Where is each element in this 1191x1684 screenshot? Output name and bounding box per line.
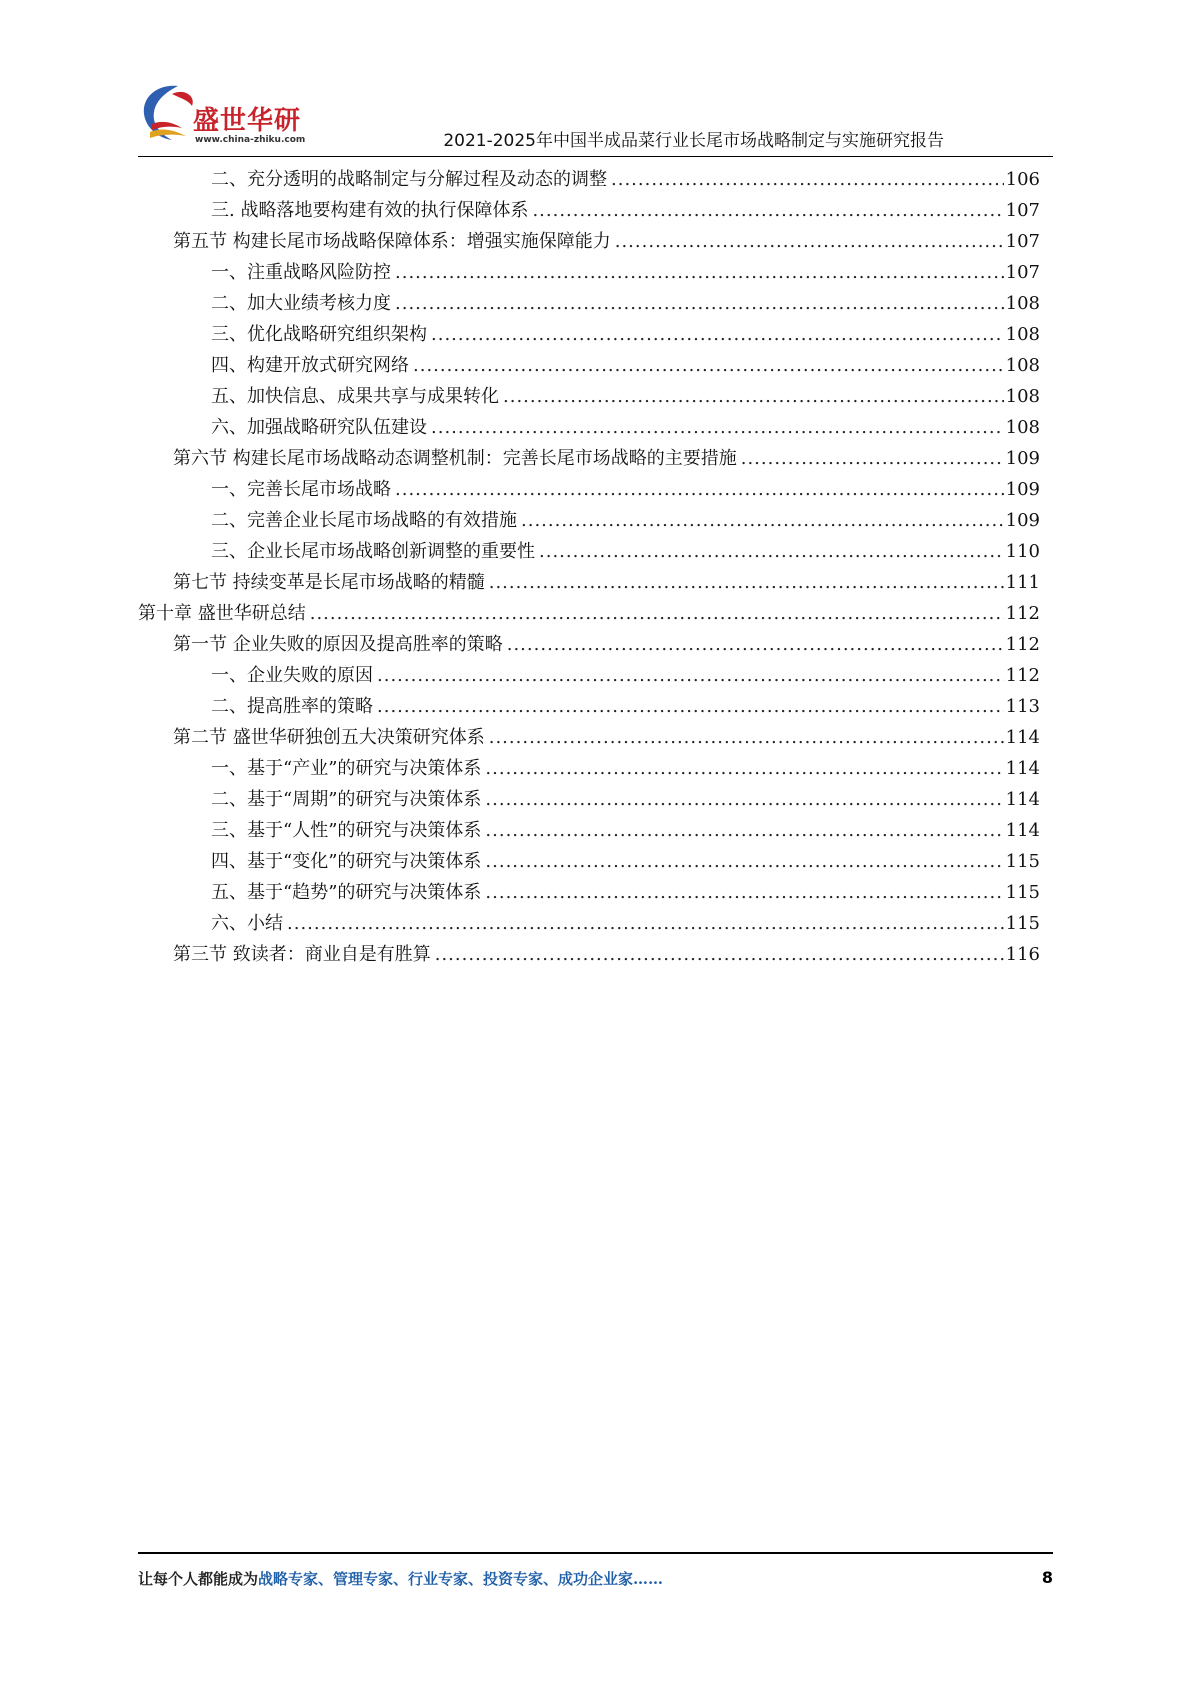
toc-leader-dots — [521, 505, 1004, 536]
toc-entry-page: 108 — [1005, 386, 1040, 407]
toc-entry-page: 114 — [1005, 727, 1040, 748]
toc-leader-dots — [377, 691, 1004, 722]
footer-divider — [138, 1552, 1053, 1554]
toc-entry-title: 第七节 持续变革是长尾市场战略的精髓 — [173, 572, 485, 593]
toc-leader-dots — [485, 784, 1003, 815]
toc-entry-page: 115 — [1005, 882, 1040, 903]
toc-entry[interactable] — [211, 691, 1040, 722]
page-footer — [138, 1568, 1053, 1592]
toc-entry-title: 五、基于“趋势”的研究与决策体系 — [211, 882, 482, 903]
toc-leader-dots — [485, 753, 1003, 784]
logo-url: www.china-zhiku.com — [195, 135, 306, 145]
toc-entry[interactable] — [173, 567, 1040, 598]
toc-entry-title: 四、构建开放式研究网络 — [211, 355, 409, 376]
company-logo — [138, 80, 313, 150]
toc-entry[interactable] — [211, 257, 1040, 288]
toc-entry-page: 107 — [1005, 231, 1040, 252]
toc-leader-dots — [413, 350, 1004, 381]
toc-entry[interactable] — [211, 908, 1040, 939]
toc-entry[interactable] — [211, 877, 1040, 908]
toc-entry-page: 113 — [1005, 696, 1040, 717]
toc-leader-dots — [741, 443, 1004, 474]
toc-leader-dots — [503, 381, 1004, 412]
toc-leader-dots — [287, 908, 1004, 939]
toc-entry-page: 107 — [1005, 262, 1040, 283]
toc-entry[interactable] — [173, 939, 1040, 970]
toc-entry[interactable] — [211, 350, 1040, 381]
logo-name: 盛世华研 — [193, 106, 302, 136]
toc-entry-title: 一、完善长尾市场战略 — [211, 479, 391, 500]
toc-leader-dots — [489, 722, 1004, 753]
toc-leader-dots — [485, 846, 1003, 877]
toc-entry-title: 六、小结 — [211, 913, 283, 934]
toc-entry-title: 三、企业长尾市场战略创新调整的重要性 — [211, 541, 535, 562]
toc-entry[interactable] — [211, 660, 1040, 691]
toc-leader-dots — [431, 319, 1004, 350]
toc-leader-dots — [435, 939, 1004, 970]
toc-leader-dots — [395, 288, 1004, 319]
toc-entry[interactable] — [211, 288, 1040, 319]
toc-entry-title: 三、基于“人性”的研究与决策体系 — [211, 820, 482, 841]
toc-leader-dots — [507, 629, 1004, 660]
toc-entry-title: 五、加快信息、成果共享与成果转化 — [211, 386, 499, 407]
toc-entry-title: 第三节 致读者：商业自是有胜算 — [173, 944, 431, 965]
toc-leader-dots — [611, 164, 1004, 195]
toc-leader-dots — [310, 598, 1004, 629]
toc-entry-page: 112 — [1005, 603, 1040, 624]
toc-entry-page: 114 — [1005, 820, 1040, 841]
toc-leader-dots — [395, 257, 1004, 288]
toc-entry[interactable] — [173, 629, 1040, 660]
toc-entry-page: 115 — [1005, 913, 1040, 934]
toc-entry[interactable] — [173, 722, 1040, 753]
toc-entry[interactable] — [211, 753, 1040, 784]
toc-leader-dots — [489, 567, 1004, 598]
toc-leader-dots — [485, 815, 1003, 846]
toc-entry-page: 116 — [1005, 944, 1040, 965]
toc-entry[interactable] — [211, 164, 1040, 195]
toc-leader-dots — [539, 536, 1004, 567]
toc-entry-page: 110 — [1005, 541, 1040, 562]
toc-entry[interactable] — [211, 319, 1040, 350]
toc-entry-title: 二、完善企业长尾市场战略的有效措施 — [211, 510, 517, 531]
footer-slogan-lead: 让每个人都能成为 — [138, 1570, 259, 1588]
toc-entry-page: 108 — [1005, 324, 1040, 345]
toc-entry[interactable] — [211, 846, 1040, 877]
toc-entry-title: 一、企业失败的原因 — [211, 665, 373, 686]
toc-entry-title: 第六节 构建长尾市场战略动态调整机制：完善长尾市场战略的主要措施 — [173, 448, 737, 469]
toc-leader-dots — [532, 195, 1003, 226]
footer-slogan-roles: 战略专家、管理专家、行业专家、投资专家、成功企业家…… — [258, 1570, 664, 1588]
toc-entry-page: 114 — [1005, 758, 1040, 779]
toc-entry-page: 111 — [1005, 572, 1040, 593]
logo-emblem-icon — [138, 80, 198, 148]
toc-entry-page: 106 — [1005, 169, 1040, 190]
toc-entry-title: 六、加强战略研究队伍建设 — [211, 417, 427, 438]
toc-leader-dots — [431, 412, 1004, 443]
toc-entry-title: 四、基于“变化”的研究与决策体系 — [211, 851, 482, 872]
toc-entry-page: 109 — [1005, 448, 1040, 469]
toc-entry-page: 108 — [1005, 417, 1040, 438]
toc-entry-title: 一、基于“产业”的研究与决策体系 — [211, 758, 482, 779]
toc-entry-title: 二、充分透明的战略制定与分解过程及动态的调整 — [211, 169, 607, 190]
toc-entry-title: 二、基于“周期”的研究与决策体系 — [211, 789, 482, 810]
toc-entry[interactable] — [138, 598, 1040, 629]
header-divider — [138, 156, 1053, 157]
toc-entry[interactable] — [211, 381, 1040, 412]
toc-entry-title: 一、注重战略风险防控 — [211, 262, 391, 283]
toc-entry-title: 二、加大业绩考核力度 — [211, 293, 391, 314]
toc-entry[interactable] — [211, 784, 1040, 815]
toc-entry[interactable] — [173, 443, 1040, 474]
toc-entry-title: 三. 战略落地要构建有效的执行保障体系 — [211, 200, 529, 221]
toc-entry-page: 108 — [1005, 293, 1040, 314]
toc-entry-title: 第一节 企业失败的原因及提高胜率的策略 — [173, 634, 503, 655]
toc-leader-dots — [485, 877, 1003, 908]
toc-entry-title: 第十章 盛世华研总结 — [138, 603, 306, 624]
toc-entry-title: 三、优化战略研究组织架构 — [211, 324, 427, 345]
toc-entry-page: 112 — [1005, 665, 1040, 686]
toc-entry-page: 108 — [1005, 355, 1040, 376]
page-number: 8 — [1041, 1568, 1053, 1587]
toc-entry-page: 112 — [1005, 634, 1040, 655]
toc-entry[interactable] — [211, 412, 1040, 443]
toc-entry[interactable] — [211, 474, 1040, 505]
toc-entry[interactable] — [173, 226, 1040, 257]
toc-entry-title: 第二节 盛世华研独创五大决策研究体系 — [173, 727, 485, 748]
toc-entry-page: 107 — [1005, 200, 1040, 221]
page-header — [0, 0, 1191, 160]
toc-entry[interactable] — [211, 505, 1040, 536]
toc-entry[interactable] — [211, 195, 1040, 226]
toc-entry-title: 第五节 构建长尾市场战略保障体系：增强实施保障能力 — [173, 231, 611, 252]
toc-entry-page: 109 — [1005, 510, 1040, 531]
toc-entry-page: 115 — [1005, 851, 1040, 872]
toc-leader-dots — [377, 660, 1004, 691]
toc-leader-dots — [615, 226, 1004, 257]
toc-entry-page: 109 — [1005, 479, 1040, 500]
toc-leader-dots — [395, 474, 1004, 505]
toc-entry-page: 114 — [1005, 789, 1040, 810]
toc-entry[interactable] — [211, 536, 1040, 567]
toc-entry-title: 二、提高胜率的策略 — [211, 696, 373, 717]
toc-entry[interactable] — [211, 815, 1040, 846]
document-title: 2021-2025年中国半成品菜行业长尾市场战略制定与实施研究报告 — [443, 131, 944, 151]
